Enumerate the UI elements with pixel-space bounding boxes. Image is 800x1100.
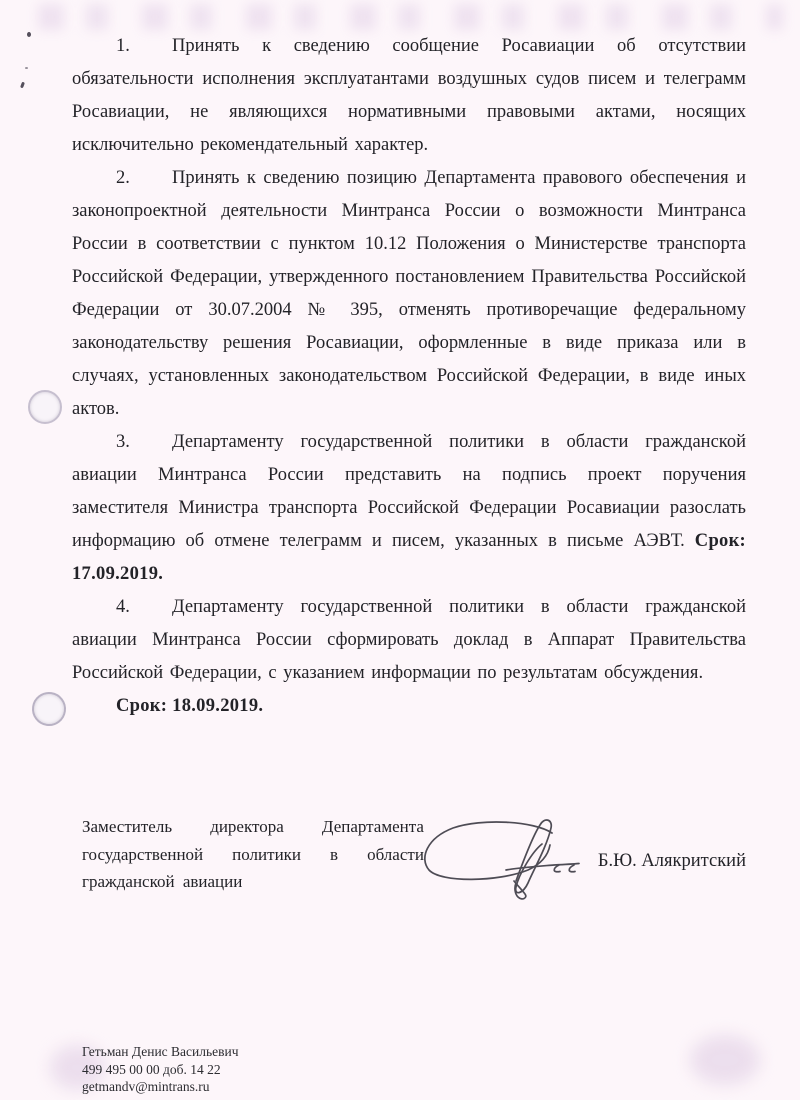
deadline-line: Срок: 18.09.2019. bbox=[116, 696, 264, 716]
handwritten-signature-icon bbox=[418, 817, 598, 903]
resolution-paragraph-1 bbox=[72, 30, 746, 162]
resolution-paragraph-2 bbox=[72, 162, 746, 426]
signer-name: Б.Ю. Алякритский bbox=[597, 851, 746, 871]
contact-phone: 499 495 00 00 доб. 14 22 bbox=[82, 1061, 221, 1077]
paragraph-number: 4. bbox=[116, 597, 130, 617]
contact-email: getmandv@mintrans.ru bbox=[82, 1079, 210, 1094]
paragraph-text: Департаменту государственной политики в области гражданской авиации Минтранса России сформировать доклад в Аппарат Правительства Российской Федерации, с указанием информации по результатам обсуждения. bbox=[72, 597, 746, 683]
paragraph-number: 3. bbox=[116, 432, 130, 452]
paragraph-text: Принять к сведению сообщение Росавиации об отсутствии обязательности исполнения эксплуатантами воздушных судов писем и телеграмм Росавиации, не являющихся нормативными правовыми актами, носящих исключительно рекомендательный характер. bbox=[72, 36, 746, 155]
paragraph-number: 2. bbox=[116, 168, 130, 188]
paragraph-number: 1. bbox=[116, 36, 130, 56]
signature-block bbox=[82, 813, 746, 903]
contact-name: Гетьман Денис Васильевич bbox=[82, 1044, 239, 1059]
signer-position-title: Заместитель директора Департамента государственной политики в области гражданской авиации bbox=[82, 817, 424, 891]
contact-footer bbox=[82, 1043, 746, 1096]
resolution-paragraph-3 bbox=[72, 426, 746, 591]
resolution-paragraph-4 bbox=[72, 591, 746, 690]
paragraph-text: Департаменту государственной политики в области гражданской авиации Минтранса России представить на подпись проект поручения заместителя Министра транспорта Российской Федерации Росавиации разослать информацию об отмене телеграмм и писем, указанных в письме АЭВТ. bbox=[72, 432, 746, 551]
paragraph-text: Принять к сведению позицию Департамента правового обеспечения и законопроектной деятельности Минтранса России о возможности Минтранса России в соответствии с пунктом 10.12 Положения о Министерстве транспорта Российской Федерации, утвержденного постановлением Правительства Российской Федерации от 30.07.2004 № 395, отменять противоречащие федеральному законодательству решения Росавиации, оформленные в виде приказа или в случаях, установленных законодательством Российской Федерации, в виде иных актов. bbox=[72, 168, 746, 419]
deadline-text: Срок: 17.09.2019. bbox=[72, 531, 746, 584]
